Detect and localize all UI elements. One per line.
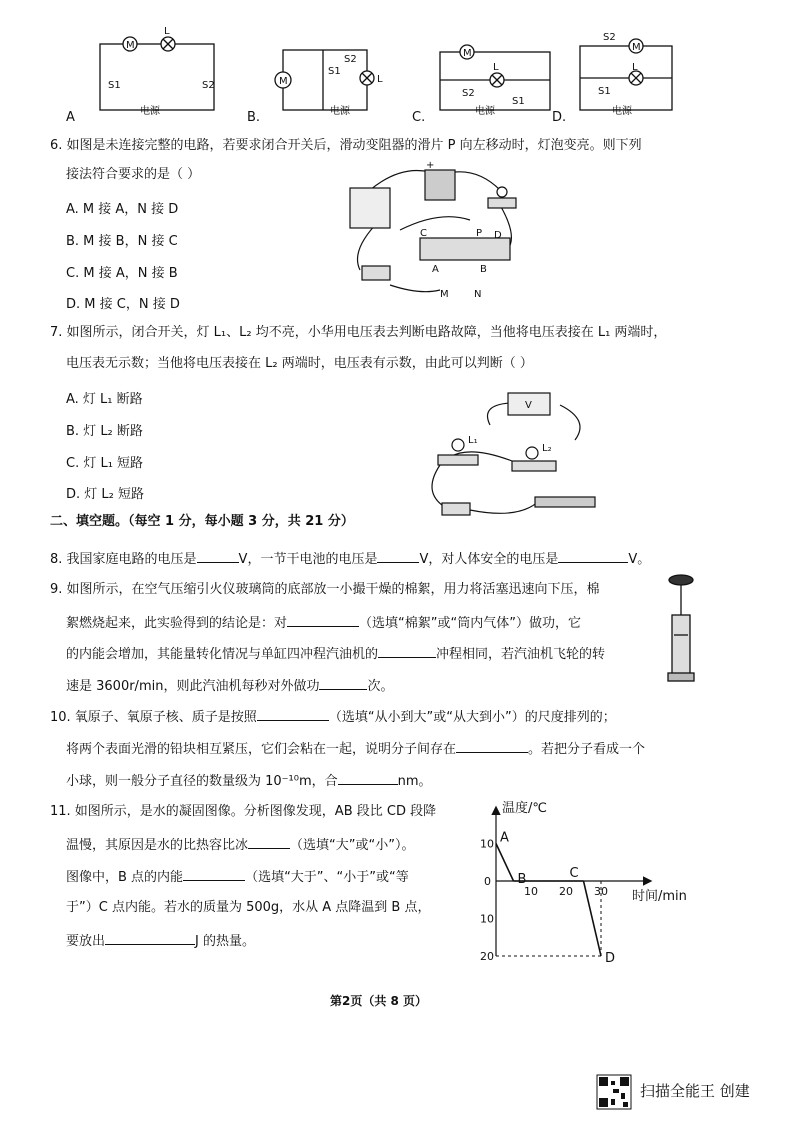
circuit-label-a: A [66,110,75,125]
y-tick-pos-10: 10 [480,837,494,851]
motor-label-a: M [126,40,135,51]
lamp-label-a: L [164,26,170,37]
q8-part3: V，对人体安全的电压是 [419,552,559,567]
section-title: 二、填空题。（每空 1 分，每小题 3 分，共 21 分） [50,514,354,529]
q9-line1: 9. 如图所示，在空气压缩引火仪玻璃筒的底部放一小撮干燥的棉絮，用力将活塞迅速向下压，棉 [50,582,600,597]
lamp-label-d: L [632,62,638,73]
chart-ylabel: 温度/℃ [502,801,547,816]
q6-option-a[interactable]: A. M 接 A，N 接 D [66,202,179,217]
point-label-d: D [605,951,616,966]
circuit-label-d: D. [552,110,567,125]
q11-line1: 11. 如图所示，是水的凝固图像。分析图像发现，AB 段比 CD 段降 [50,804,437,819]
motor-label-d: M [632,42,641,53]
chart-xlabel: 时间/min [632,889,687,904]
x-tick-30: 30 [594,885,608,898]
q8-part4: V。 [628,552,651,567]
q6-fig-d: D [494,230,502,241]
s2-label-d: S2 [603,32,616,43]
power-label-a: 电源 [140,106,160,117]
q9-line2a: 絮燃烧起来，此实验得到的结论是：对 [66,616,288,631]
circuit-label-b: B. [247,110,261,125]
q7-stem-line1: 7. 如图所示，闭合开关，灯 L₁、L₂ 均不亮，小华用电压表去判断电路故障，当他将电压表接在 L₁ 两端时， [50,325,667,340]
q6-stem-line2: 接法符合要求的是（ ） [66,167,201,182]
q7-stem-line2: 电压表无示数；当他将电压表接在 L₂ 两端时，电压表有示数，由此可以判断（ ） [66,356,533,371]
q6-fig-n: N [474,289,482,300]
s2-label-c: S2 [462,88,475,99]
q11-line5b: J 的热量。 [195,934,255,949]
power-label-c: 电源 [475,106,495,117]
q6-fig-b: B [480,264,487,275]
q11-line3a: 图像中，B 点的内能 [66,870,184,885]
q6-option-d[interactable]: D. M 接 C，N 接 D [66,297,180,312]
q6-fig-plus: + [426,160,435,171]
q10-line3b: nm。 [397,774,432,789]
q7-option-b[interactable]: B. 灯 L₂ 断路 [66,424,143,439]
q8-part1: 8. 我国家庭电路的电压是 [50,552,197,567]
qr-code-icon [597,1075,631,1109]
q7-fig-l1: L₁ [468,435,478,446]
s1-label-b: S1 [328,66,341,77]
q6-fig-c: C [420,228,427,239]
y-tick-neg-20: 20 [480,950,494,963]
q9-line2b: （选填“棉絮”或“筒内气体”）做功，它 [359,616,581,631]
q8-part2: V，一节干电池的电压是 [238,552,378,567]
q7-fig-l2: L₂ [542,443,552,454]
x-tick-20: 20 [559,885,573,898]
q10-line1a: 10. 氧原子、氧原子核、质子是按照 [50,710,257,725]
q11-line5a: 要放出 [66,934,106,949]
s1-label-d: S1 [598,86,611,97]
q11-line2b: （选填“大”或“小”）。 [290,838,415,853]
q9-line4b: 次。 [367,679,394,694]
q6-option-c[interactable]: C. M 接 A，N 接 B [66,266,178,281]
point-label-a: A [500,830,509,846]
q7-option-c[interactable]: C. 灯 L₁ 短路 [66,456,144,471]
q11-line4: 于”）C 点内能。若水的质量为 500g，水从 A 点降温到 B 点， [66,900,431,915]
x-tick-10: 10 [524,885,538,898]
origin-label: 0 [484,875,491,888]
segment-AB [496,844,514,882]
y-tick-neg-10: 10 [480,912,494,926]
circuit-label-c: C. [412,110,426,125]
s2-label-b: S2 [344,54,357,65]
point-label-b: B [517,872,527,887]
q7-option-d[interactable]: D. 灯 L₂ 短路 [66,487,144,502]
power-label-b: 电源 [330,106,350,117]
q10-line3a: 小球，则一般分子直径的数量级为 10⁻¹⁰m，合 [66,774,338,789]
motor-label-c: M [463,48,472,59]
q6-fig-a: A [432,264,439,275]
point-label-c: C [569,866,579,881]
q9-line3a: 的内能会增加，其能量转化情况与单缸四冲程汽油机的 [66,647,379,662]
q6-stem-line1: 6. 如图是未连接完整的电路，若要求闭合开关后，滑动变阻器的滑片 P 向左移动时，灯泡变亮。则下列 [50,138,642,153]
q7-option-a[interactable]: A. 灯 L₁ 断路 [66,392,143,407]
power-label-d: 电源 [612,106,632,117]
page-number: 第2页（共 8 页） [330,994,428,1008]
q10-line2b: 。若把分子看成一个 [528,742,646,757]
q11-line3b: （选填“大于”、“小于”或“等 [245,870,409,885]
q6-option-b[interactable]: B. M 接 B，N 接 C [66,234,178,249]
motor-label-b: M [279,76,288,87]
s2-label-a: S2 [202,80,215,91]
watermark-text: 扫描全能王 创建 [640,1082,750,1100]
q10-line2a: 将两个表面光滑的铅块相互紧压，它们会粘在一起，说明分子间存在 [66,742,457,757]
q6-fig-p: P [476,228,483,239]
s1-label-c: S1 [512,96,525,107]
lamp-label-b: L [377,74,383,85]
q10-line1b: （选填“从小到大”或“从大到小”）的尺度排列的； [328,710,616,725]
q7-fig-v: V [525,400,532,411]
q11-line2a: 温慢，其原因是水的比热容比冰 [66,838,249,853]
q9-line3b: 冲程相同，若汽油机飞轮的转 [436,647,606,662]
lamp-label-c: L [493,62,499,73]
s1-label-a: S1 [108,80,121,91]
q6-fig-m: M [440,289,449,300]
q9-line4a: 速是 3600r/min，则此汽油机每秒对外做功 [66,679,320,694]
